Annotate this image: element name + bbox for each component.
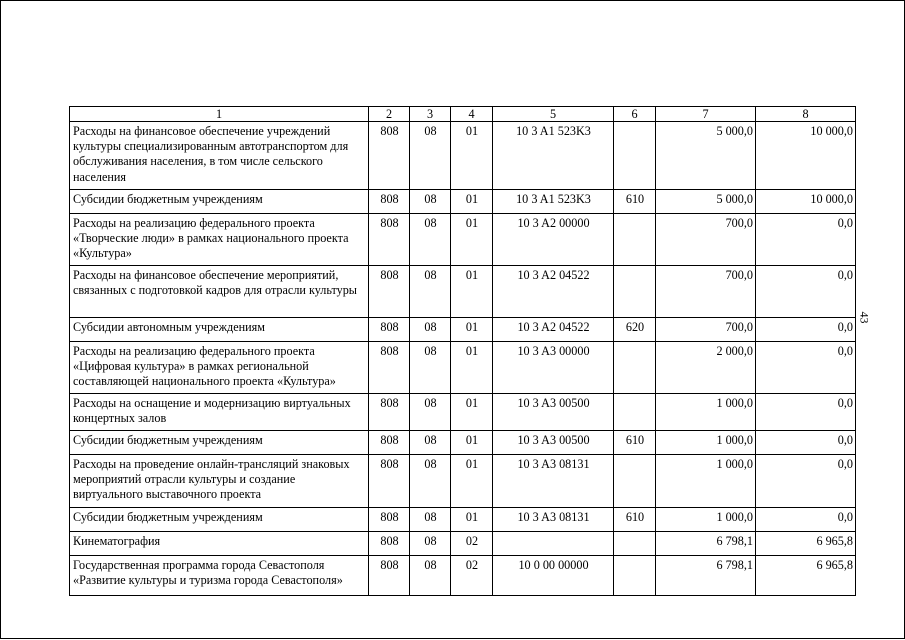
row-name-cell: Государственная программа города Севастополя «Развитие культуры и туризма города Севастополя» [70, 556, 369, 596]
row-name-cell: Субсидии автономным учреждениям [70, 318, 369, 342]
expense-type-cell [614, 532, 656, 556]
target-article-cell: 10 0 00 00000 [493, 556, 614, 596]
target-article-cell: 10 3 A3 00000 [493, 342, 614, 394]
row-name-cell: Расходы на оснащение и модернизацию виртуальных концертных залов [70, 394, 369, 431]
header-cell: 2 [369, 107, 410, 122]
expense-type-cell [614, 556, 656, 596]
amount-year2-cell: 0,0 [756, 431, 856, 455]
amount-year1-cell: 1 000,0 [656, 394, 756, 431]
amount-year1-cell: 1 000,0 [656, 455, 756, 508]
row-name-cell: Субсидии бюджетным учреждениям [70, 431, 369, 455]
code-ministry-cell: 808 [369, 318, 410, 342]
table-row [70, 394, 856, 431]
header-cell: 8 [756, 107, 856, 122]
code-subsection-cell: 01 [451, 342, 493, 394]
header-cell: 3 [410, 107, 451, 122]
row-name-cell: Расходы на реализацию федерального проекта «Творческие люди» в рамках национального проекта «Культура» [70, 214, 369, 266]
code-ministry-cell: 808 [369, 122, 410, 190]
table-row [70, 455, 856, 508]
code-subsection-cell: 02 [451, 556, 493, 596]
header-cell: 4 [451, 107, 493, 122]
code-ministry-cell: 808 [369, 394, 410, 431]
code-section-cell: 08 [410, 455, 451, 508]
amount-year1-cell: 1 000,0 [656, 431, 756, 455]
header-cell: 6 [614, 107, 656, 122]
amount-year2-cell: 0,0 [756, 508, 856, 532]
expense-type-cell [614, 394, 656, 431]
table-row [70, 214, 856, 266]
code-section-cell: 08 [410, 556, 451, 596]
amount-year1-cell: 2 000,0 [656, 342, 756, 394]
table-row [70, 342, 856, 394]
code-subsection-cell: 01 [451, 455, 493, 508]
target-article-cell: 10 3 A1 523K3 [493, 190, 614, 214]
table-body [70, 107, 856, 596]
code-subsection-cell: 01 [451, 394, 493, 431]
row-name-cell: Расходы на финансовое обеспечение мероприятий, связанных с подготовкой кадров для отрасли культуры [70, 266, 369, 318]
amount-year1-cell: 1 000,0 [656, 508, 756, 532]
amount-year1-cell: 6 798,1 [656, 556, 756, 596]
table-row [70, 190, 856, 214]
table-row [70, 122, 856, 190]
amount-year1-cell: 700,0 [656, 318, 756, 342]
header-cell: 5 [493, 107, 614, 122]
code-ministry-cell: 808 [369, 190, 410, 214]
table-row [70, 266, 856, 318]
page-number: 43 [857, 311, 872, 324]
expense-type-cell [614, 122, 656, 190]
amount-year2-cell: 6 965,8 [756, 532, 856, 556]
code-section-cell: 08 [410, 318, 451, 342]
target-article-cell: 10 3 A3 00500 [493, 431, 614, 455]
header-row [70, 107, 856, 122]
amount-year1-cell: 700,0 [656, 214, 756, 266]
code-section-cell: 08 [410, 508, 451, 532]
row-name-cell: Субсидии бюджетным учреждениям [70, 190, 369, 214]
code-ministry-cell: 808 [369, 532, 410, 556]
row-name-cell: Кинематография [70, 532, 369, 556]
row-name-cell: Расходы на реализацию федерального проекта «Цифровая культура» в рамках региональной составляющей национального проекта «Культура» [70, 342, 369, 394]
target-article-cell [493, 532, 614, 556]
amount-year2-cell: 0,0 [756, 214, 856, 266]
expense-type-cell: 610 [614, 431, 656, 455]
amount-year2-cell: 0,0 [756, 266, 856, 318]
table-row [70, 556, 856, 596]
code-subsection-cell: 01 [451, 266, 493, 318]
header-cell: 1 [70, 107, 369, 122]
code-section-cell: 08 [410, 122, 451, 190]
code-ministry-cell: 808 [369, 342, 410, 394]
amount-year2-cell: 0,0 [756, 318, 856, 342]
table-row [70, 318, 856, 342]
code-section-cell: 08 [410, 431, 451, 455]
expense-type-cell: 610 [614, 190, 656, 214]
code-section-cell: 08 [410, 266, 451, 318]
expense-type-cell: 620 [614, 318, 656, 342]
code-ministry-cell: 808 [369, 508, 410, 532]
target-article-cell: 10 3 A1 523K3 [493, 122, 614, 190]
code-subsection-cell: 01 [451, 431, 493, 455]
amount-year2-cell: 10 000,0 [756, 190, 856, 214]
row-name-cell: Расходы на проведение онлайн-трансляций знаковых мероприятий отрасли культуры и создание виртуального выставочного проекта [70, 455, 369, 508]
amount-year2-cell: 10 000,0 [756, 122, 856, 190]
code-subsection-cell: 01 [451, 190, 493, 214]
code-ministry-cell: 808 [369, 455, 410, 508]
target-article-cell: 10 3 A3 00500 [493, 394, 614, 431]
expense-type-cell: 610 [614, 508, 656, 532]
header-cell: 7 [656, 107, 756, 122]
code-ministry-cell: 808 [369, 556, 410, 596]
table-row [70, 532, 856, 556]
amount-year1-cell: 5 000,0 [656, 122, 756, 190]
code-section-cell: 08 [410, 214, 451, 266]
amount-year1-cell: 5 000,0 [656, 190, 756, 214]
target-article-cell: 10 3 A2 04522 [493, 266, 614, 318]
target-article-cell: 10 3 A2 00000 [493, 214, 614, 266]
expense-type-cell [614, 214, 656, 266]
code-section-cell: 08 [410, 190, 451, 214]
amount-year2-cell: 0,0 [756, 455, 856, 508]
amount-year2-cell: 0,0 [756, 394, 856, 431]
expense-type-cell [614, 342, 656, 394]
code-section-cell: 08 [410, 532, 451, 556]
row-name-cell: Расходы на финансовое обеспечение учреждений культуры специализированным автотранспортом для обслуживания населения, в том числе сельского населения [70, 122, 369, 190]
code-subsection-cell: 02 [451, 532, 493, 556]
target-article-cell: 10 3 A2 04522 [493, 318, 614, 342]
amount-year2-cell: 0,0 [756, 342, 856, 394]
target-article-cell: 10 3 A3 08131 [493, 508, 614, 532]
code-ministry-cell: 808 [369, 266, 410, 318]
code-subsection-cell: 01 [451, 318, 493, 342]
target-article-cell: 10 3 A3 08131 [493, 455, 614, 508]
table-row [70, 508, 856, 532]
expense-type-cell [614, 266, 656, 318]
code-subsection-cell: 01 [451, 508, 493, 532]
code-ministry-cell: 808 [369, 431, 410, 455]
code-subsection-cell: 01 [451, 122, 493, 190]
expense-type-cell [614, 455, 656, 508]
budget-table [69, 106, 856, 596]
amount-year1-cell: 700,0 [656, 266, 756, 318]
code-section-cell: 08 [410, 394, 451, 431]
table-row [70, 431, 856, 455]
row-name-cell: Субсидии бюджетным учреждениям [70, 508, 369, 532]
code-subsection-cell: 01 [451, 214, 493, 266]
code-ministry-cell: 808 [369, 214, 410, 266]
code-section-cell: 08 [410, 342, 451, 394]
amount-year1-cell: 6 798,1 [656, 532, 756, 556]
amount-year2-cell: 6 965,8 [756, 556, 856, 596]
